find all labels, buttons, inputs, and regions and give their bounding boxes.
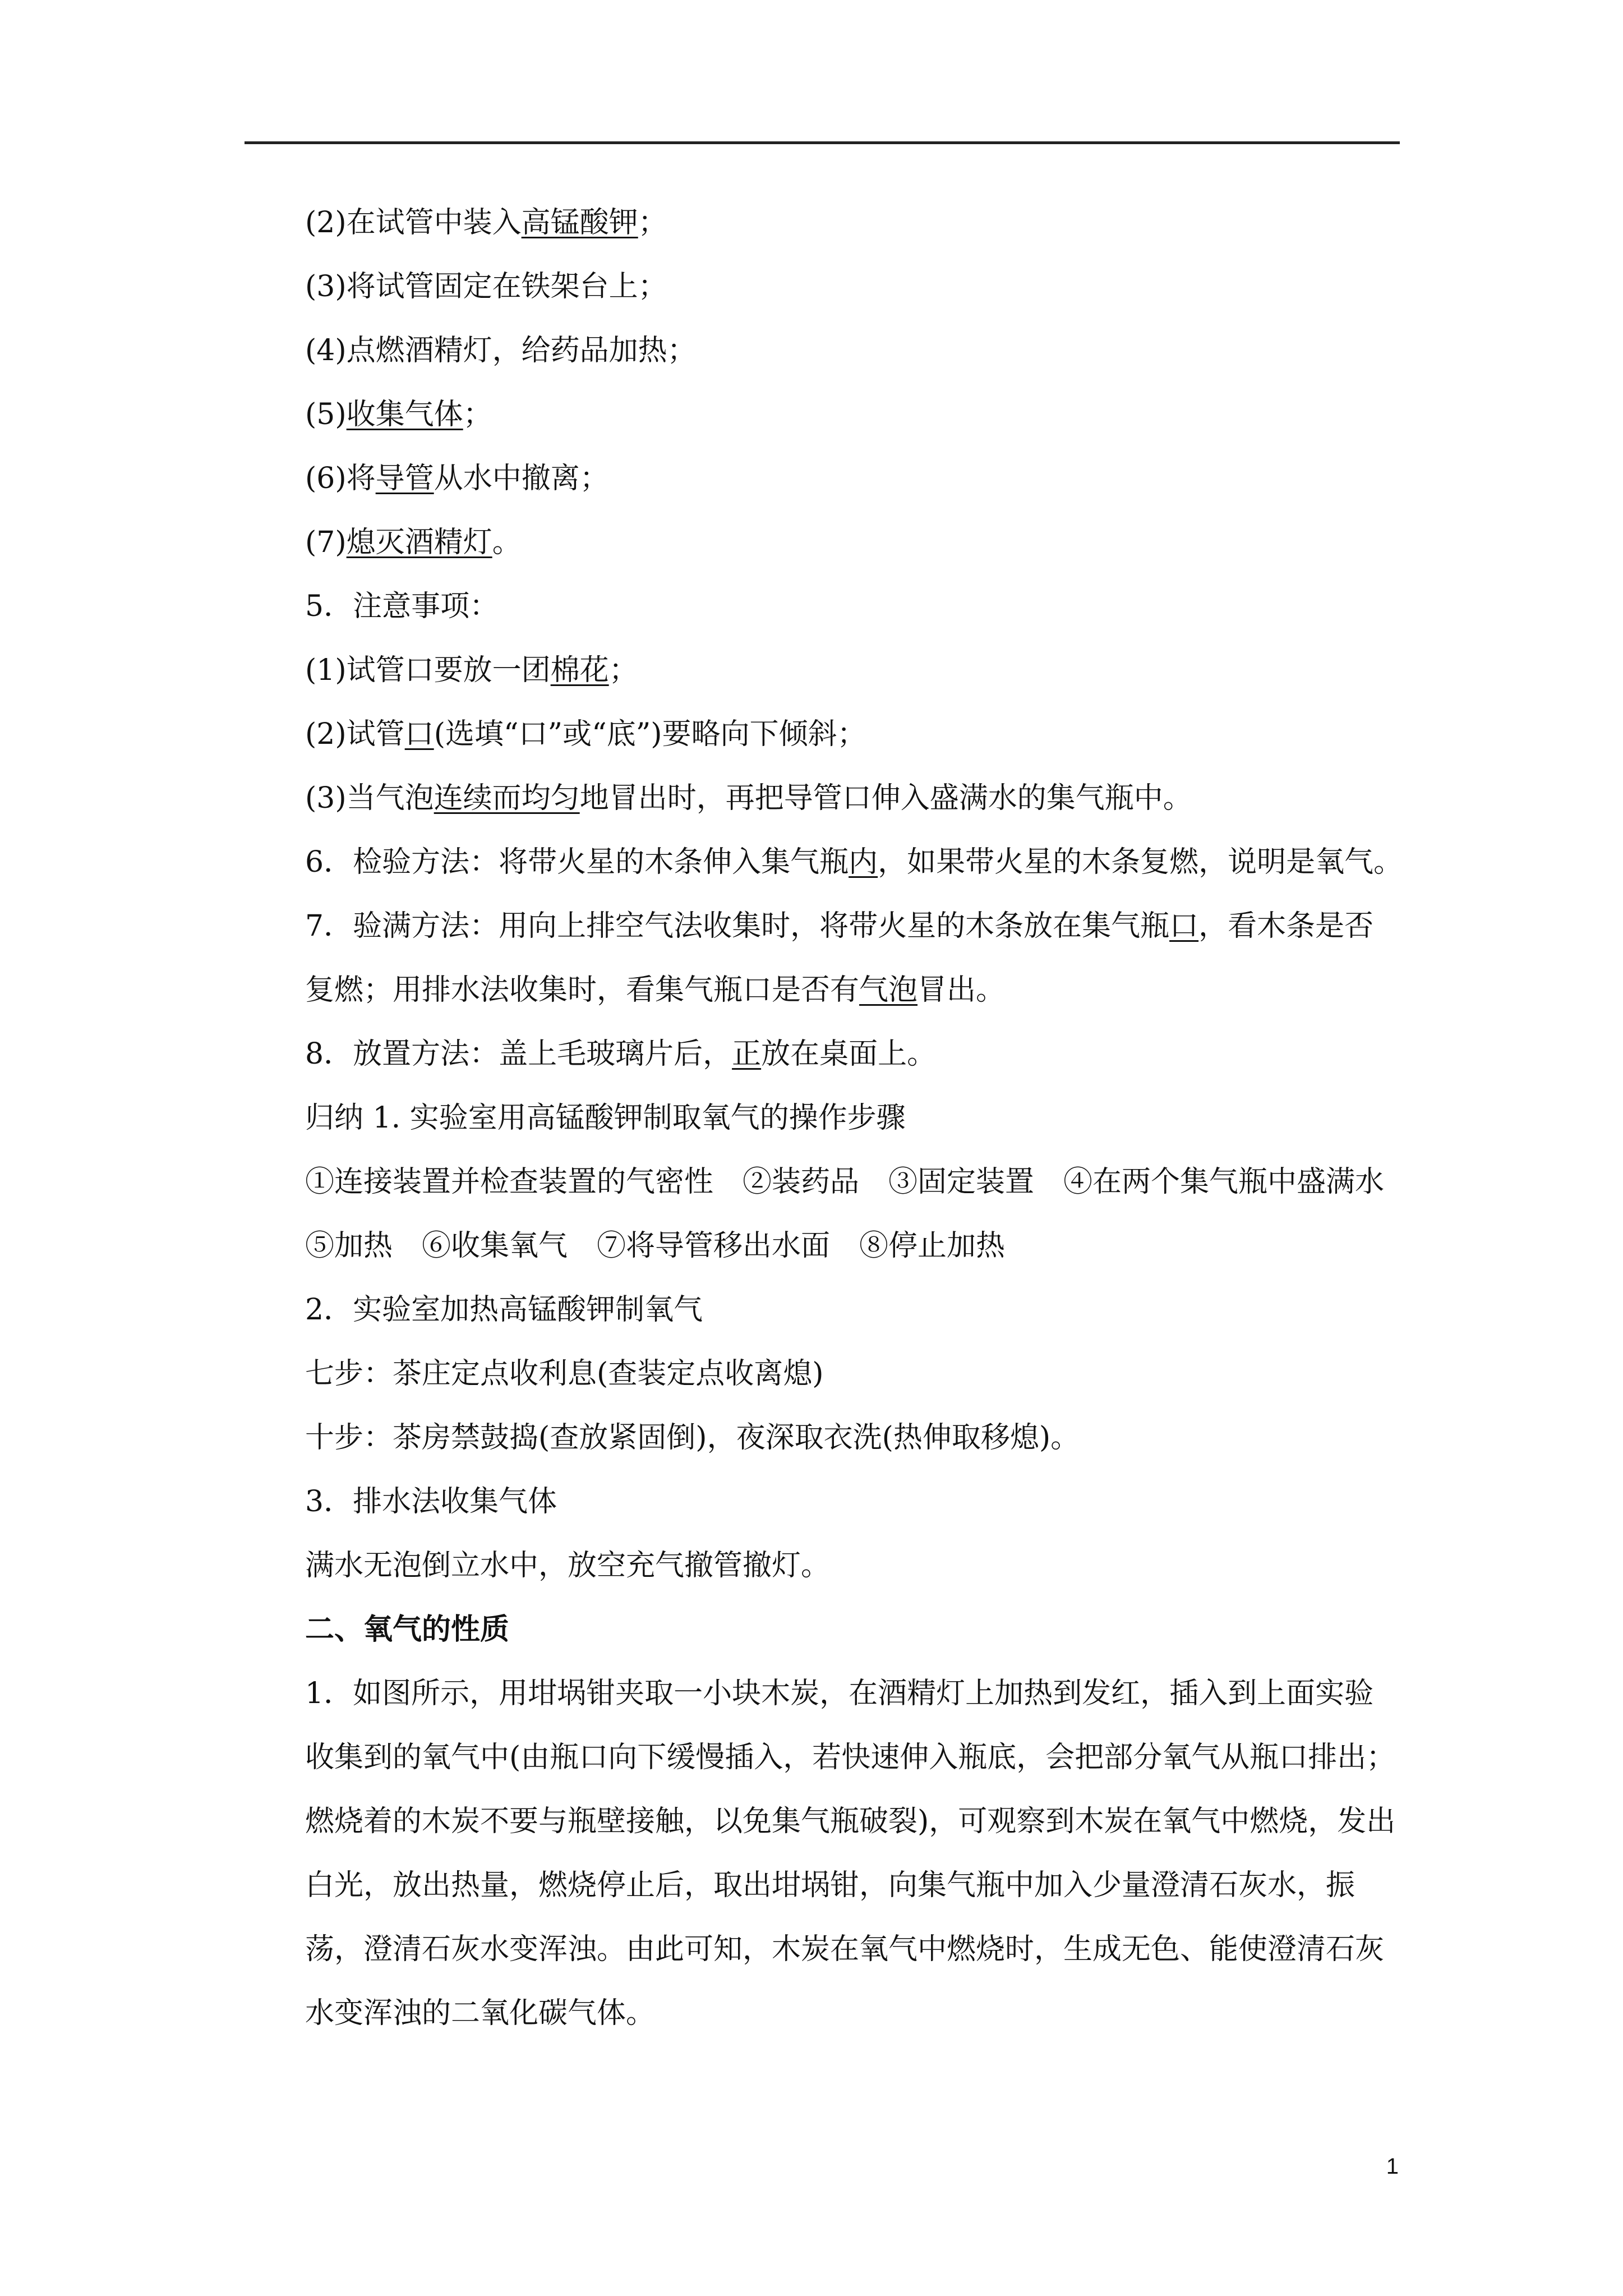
- underlined-answer: 收集气体: [346, 398, 463, 431]
- text: ，看木条是否复燃；用排水法收集时，看集气瓶口是否有: [305, 909, 1374, 1007]
- text: 从水中撤离；: [434, 462, 609, 495]
- text: 冒出。: [917, 973, 1006, 1007]
- text: (2)在试管中装入: [305, 206, 522, 240]
- underlined-answer: 气泡: [859, 973, 918, 1007]
- mnemonic-seven: 七步：茶庄定点收利息(查装定点收离熄): [305, 1357, 824, 1391]
- summary-steps: ①连接装置并检查装置的气密性 ②装药品 ③固定装置 ④在两个集气瓶中盛满水⑤加热 ⑥收集氧气 ⑦将导管移出水面 ⑧停止加热: [305, 1165, 1385, 1263]
- step-3: (3)将试管固定在铁架台上；: [305, 270, 667, 303]
- text: ；: [608, 654, 638, 687]
- note-1: [247, 638, 1396, 702]
- section-heading: 二、氧气的性质: [305, 1612, 510, 1646]
- text: (2)试管: [305, 717, 405, 751]
- underlined-answer: 导管: [375, 462, 434, 495]
- header-rule: [245, 141, 1400, 144]
- step-5: [247, 383, 1396, 447]
- note-2: [247, 702, 1396, 766]
- step-7: [247, 510, 1396, 574]
- text: ，如果带火星的木条复燃，说明是氧气。: [878, 845, 1403, 879]
- text: ；: [638, 206, 667, 240]
- notes-heading: 5．注意事项：: [305, 590, 499, 623]
- mnemonic-ten: 十步：茶房禁鼓捣(查放紧固倒)，夜深取衣洗(热伸取移熄)。: [305, 1421, 1080, 1455]
- placement-method: [247, 1022, 1396, 1086]
- text: 放在桌面上。: [761, 1037, 937, 1071]
- full-check-method: [247, 894, 1396, 1022]
- text: ；: [463, 398, 492, 431]
- note-3: [247, 766, 1396, 830]
- page-number: 1: [1386, 2154, 1399, 2179]
- text: (5): [305, 398, 347, 431]
- text: 8．放置方法：盖上毛玻璃片后，: [305, 1037, 732, 1071]
- document-body: [247, 191, 1403, 2045]
- underlined-answer: 内: [849, 845, 878, 879]
- underlined-answer: 连续而均匀: [434, 781, 580, 815]
- text: (选填“口”或“底”)要略向下倾斜；: [434, 717, 866, 751]
- text: 地冒出时，再把导管口伸入盛满水的集气瓶中。: [579, 781, 1192, 815]
- text: 6．检验方法：将带火星的木条伸入集气瓶: [305, 845, 849, 879]
- mnemonic-water: 满水无泡倒立水中，放空充气撤管撤灯。: [305, 1549, 831, 1582]
- text: 。: [492, 526, 522, 559]
- summary-2-heading: 2．实验室加热高锰酸钾制氧气: [305, 1293, 703, 1327]
- paragraph-charcoal: 1．如图所示，用坩埚钳夹取一小块木炭，在酒精灯上加热到发红，插入到上面实验收集到的氧气中(由瓶口向下缓慢插入，若快速伸入瓶底，会把部分氧气从瓶口排出；燃烧着的木炭不要与瓶壁接触，以免集气瓶破裂)，可观察到木炭在氧气中燃烧，发出白光，放出热量，燃烧停止后，取出坩埚钳，向集气瓶中加入少量澄清石灰水，振荡，澄清石灰水变浑浊。由此可知，木炭在氧气中燃烧时，生成无色、能使澄清石灰水变浑浊的二氧化碳气体。: [305, 1677, 1396, 2030]
- step-2: [247, 191, 1396, 255]
- underlined-answer: 口: [1169, 909, 1199, 943]
- text: (1)试管口要放一团: [305, 654, 551, 687]
- step-6: [247, 447, 1396, 510]
- underlined-answer: 熄灭酒精灯: [346, 526, 492, 559]
- text: (7): [305, 526, 347, 559]
- text: (3)当气泡: [305, 781, 434, 815]
- summary-heading: 归纳 1. 实验室用高锰酸钾制取氧气的操作步骤: [305, 1101, 906, 1135]
- text: 7．验满方法：用向上排空气法收集时，将带火星的木条放在集气瓶: [305, 909, 1170, 943]
- summary-3-heading: 3．排水法收集气体: [305, 1485, 557, 1519]
- underlined-answer: 口: [404, 717, 434, 751]
- underlined-answer: 高锰酸钾: [521, 206, 638, 240]
- underlined-answer: 棉花: [550, 654, 609, 687]
- test-method: [247, 830, 1403, 894]
- text: (6)将: [305, 462, 376, 495]
- underlined-answer: 正: [732, 1037, 762, 1071]
- step-4: (4)点燃酒精灯，给药品加热；: [305, 334, 697, 367]
